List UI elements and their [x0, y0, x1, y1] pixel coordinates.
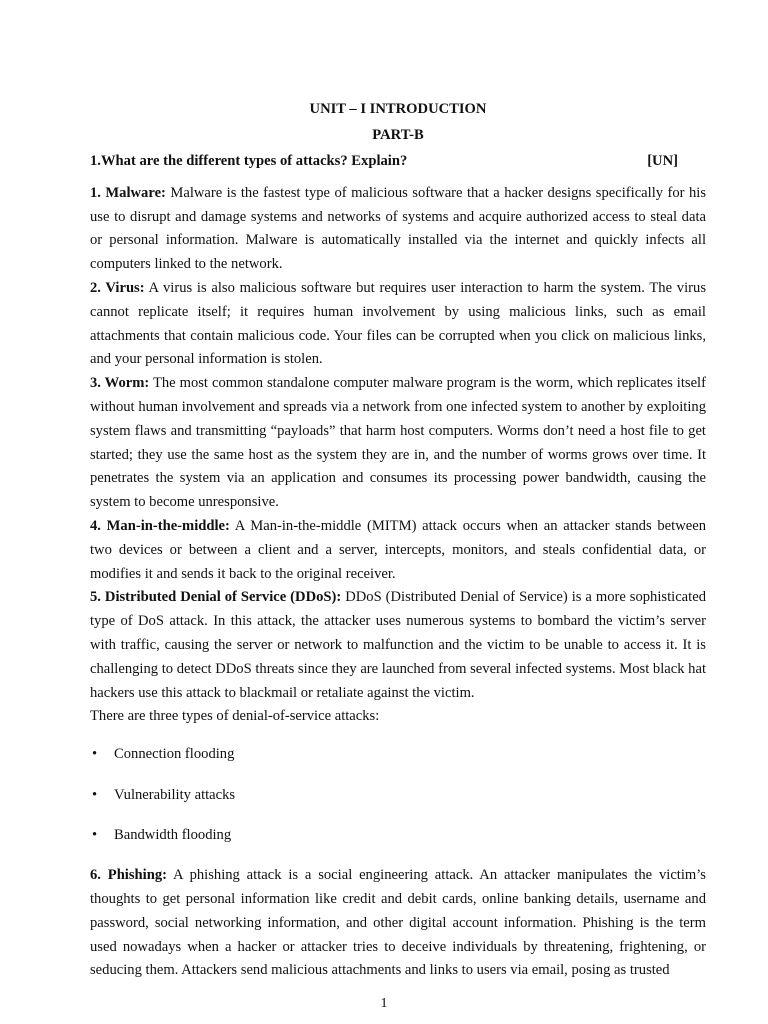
ddos-label: 5. Distributed Denial of Service (DDoS):: [90, 589, 342, 606]
malware-text: Malware is the fastest type of malicious software that a hacker designs specifically for his use to disrupt and damage systems and networks of systems and acquire authorized access to steal data or personal information. Malware is automatically installed via the internet and quickly infects all computers linked to the network.: [90, 184, 707, 273]
ddos-text: DDoS (Distributed Denial of Service) is a more sophisticated type of DoS attack. In this attack, the attacker uses numerous systems to bombard the victim’s server with traffic, causing the server or network to malfunction and the victim to be unable to access it. It is challenging to detect DDoS threats since they are launched from several infected systems. Most black hat hackers use this attack to blackmail or retaliate against the victim.: [90, 589, 706, 701]
question-text: 1.What are the different types of attacks? Explain?: [90, 153, 408, 169]
bullet-icon: •: [92, 746, 98, 763]
list-item: [90, 784, 706, 808]
question-line: [90, 150, 706, 174]
dos-types-list: [90, 743, 706, 848]
page-number: 1: [380, 996, 388, 1011]
worm-text: The most common standalone computer malware program is the worm, which replicates itself without human involvement and spreads via a network from one infected system to another by exploiting system flaws and transmitting “payloads” that harm host computers. Worms don’t need a host file to get started; they use the same host as the system they are in, and the number of worms grows over time. It penetrates the system via an application and consumes its processing power bandwidth, causing the system to become unresponsive.: [90, 375, 706, 511]
virus-text: A virus is also malicious software but requires user interaction to harm the system. The virus cannot replicate itself; it requires human involvement by using malicious links, such as email attachments that contain malicious code. Your files can be corrupted when you click on malicious links, and your personal information is stolen.: [90, 279, 706, 368]
mitm-text: A Man-in-the-middle (MITM) attack occurs when an attacker stands between two devices or between a client and a server, intercepts, monitors, and steals confidential data, or modifies it and sends it back to the original receiver.: [90, 517, 706, 582]
part-title: PART-B: [372, 127, 424, 143]
worm-label: 3. Worm:: [90, 375, 150, 392]
virus-label: 2. Virus:: [90, 279, 145, 296]
ddos-paragraph: [90, 586, 706, 705]
list-item: [90, 824, 706, 848]
malware-paragraph: [90, 182, 706, 277]
document-page: [90, 96, 706, 983]
list-item-text: Connection flooding: [114, 746, 235, 763]
phishing-paragraph: [90, 864, 706, 983]
list-item: [90, 743, 706, 767]
list-item-text: Bandwidth flooding: [114, 826, 232, 843]
bullet-icon: •: [92, 826, 98, 843]
question-tag: [UN]: [647, 153, 678, 169]
list-item-text: Vulnerability attacks: [114, 786, 236, 803]
worm-paragraph: [90, 372, 706, 515]
mitm-paragraph: [90, 515, 706, 586]
bullet-icon: •: [92, 786, 98, 803]
mitm-label: 4. Man-in-the-middle:: [90, 517, 230, 534]
unit-title: UNIT – I INTRODUCTION: [309, 101, 487, 117]
virus-paragraph: [90, 277, 706, 372]
malware-label: 1. Malware:: [90, 184, 166, 201]
phishing-label: 6. Phishing:: [90, 867, 167, 884]
phishing-text: A phishing attack is a social engineering attack. An attacker manipulates the victim’s thoughts to get personal information like credit and debit cards, online banking details, username and password, social networking information, and other digital account information. Phishing is the term used nowadays when a hacker or attacker tries to deceive individuals by threatening, frightening, or seducing them. Attackers send malicious attachments and links to users via email, posing as trusted: [90, 867, 706, 979]
dos-intro: There are three types of denial-of-service attacks:: [90, 708, 380, 725]
